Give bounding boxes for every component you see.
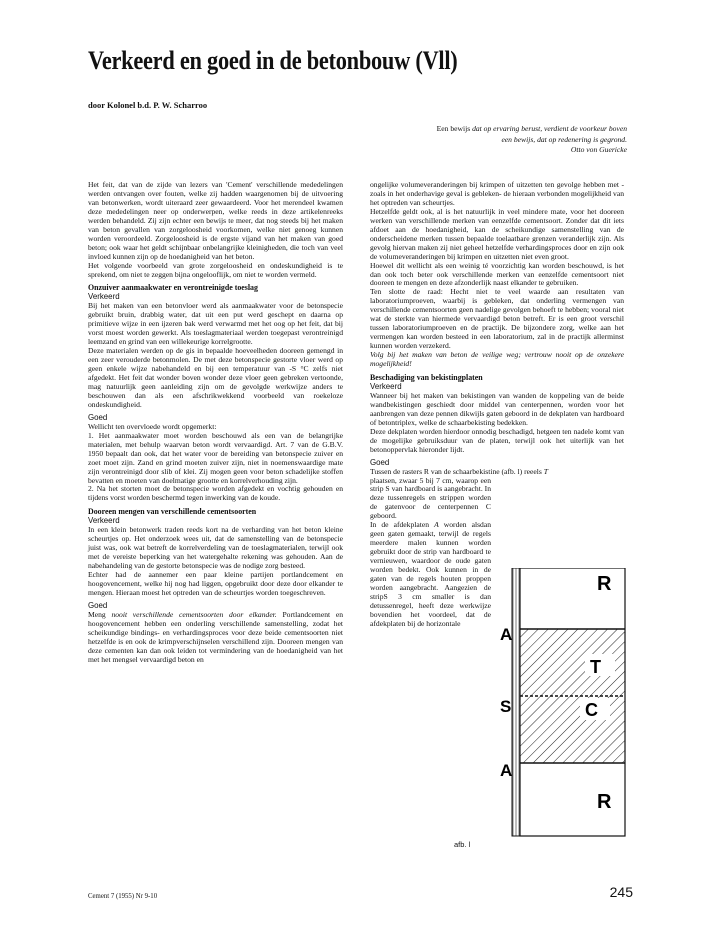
body-paragraph: Wellicht ten overvloede wordt opgemerkt:	[88, 421, 217, 431]
text-run: Portlandcement en hoogovencement hebben een onderling verschillende samenstelling, zodat het scheikundige bindings- en verhardingsproces voor deze beide cementsoorten niet hetzelfde is en ook de krimpverschijnselen verschillend zijn. Dooreen mengen van deze cementen kan dan ook leiden tot vermindering van de hoedanigheid van het met het mengsel vervaardigd beton en	[88, 609, 343, 664]
column-right	[370, 181, 624, 629]
label-r-top: R	[597, 573, 612, 595]
article-title: Verkeerd en goed in de betonbouw (Vll)	[88, 46, 458, 75]
body-paragraph: Hetzelfde geldt ook, al is het natuurlijk in veel mindere mate, voor het dooreen werken van verschillende merken van eenzelfde cementsoort. Zonder dat dit iets afdoet aan de hoedanigheid, kan de scheikundige samenstelling van de onderscheidene merken tussen bepaalde toelaatbare grenzen veranderlijk zijn. Als gevolg hiervan maken zij niet geheel hetzelfde verhardingsproces door en zijn ook de volumeveranderingen bij krimpen en uitzetten niet even groot.	[370, 206, 624, 261]
text-run: Tussen de rasters R van de schaarbekistine (afb. l) reeels	[370, 466, 542, 476]
intro-paragraph: Het feit, dat van de zijde van lezers van 'Cement' verschillende mededelingen werden ontvangen over fouten, welke zij hadden waargenomen bij de uitvoering van betonwerken, wordt uiteraard zeer gewaardeerd. Voor het merendeel kwamen deze mededelingen neer op onderwerpen, welke reeds in deze artikelenreeks werden behandeld. Zij zijn echter een bewijs te meer, dat nog steeds bij het maken van beton gevallen van zorgeloosheid voorkomen, welke niet genoeg kunnen worden veroordeeld. Zorgeloosheid is de ergste vijand van het maken van goed beton; ook waar het geldt schijnbaar onbelangrijke kleinigheden, die toch van veel invloed kunnen zijn op de hoedanigheid van het beton.	[88, 180, 343, 261]
motto-quote	[427, 124, 627, 156]
body-paragraph: Deze materialen werden op de gis in bepaalde hoeveelheden dooreen gemengd in een zeer verouderde betonmolen. De met deze betonspecie gestorte vloer werd op geen enkele wijze nabehandeld en bij een temperatuur van -S °C zelfs niet afgedekt. Het feit dat wonder boven wonder deze vloer geen gebreken vertoonde, mag natuurlijk geen aanleiding zijn om de gevolgde werkwijze anders te beschouwen dan als een afschrikwekkend voorbeeld van roekeloze ondeskundigheid.	[88, 346, 343, 409]
motto-lead: Een bewijs	[436, 124, 471, 133]
body-paragraph: Deze dekplaten worden hierdoor onnodig beschadigd, hetgeen ten nadele komt van de mogelijke gebruiksduur van de platen, terwijl ook het uiterlijk van het betonoppervlak hieronder lijdt.	[370, 426, 624, 454]
page-number: 245	[609, 884, 633, 900]
section-heading: Onzuiver aanmaakwater en verontreinigde toeslag	[88, 283, 258, 293]
formwork-drawing	[500, 568, 627, 838]
body-paragraph: Echter had de aannemer een paar kleine partijen portlandcement en hoogovencement, welke hij nog had liggen, opgebruikt door deze door elkander te mengen. Hieraan moest het optreden van de scheurtjes worden toegeschreven.	[88, 570, 343, 597]
motto-text: dat op ervaring berust, verdient de voorkeur boven een bewijs, dat op redenering is gegrond.	[472, 124, 627, 144]
body-paragraph: plaatsen, zwaar 5 bij 7 cm, waarop een strip S van hardboard is aangebracht. In deze tussenregels en strippen worden de gatenvoor de centerpennen C geboord.	[370, 475, 491, 521]
body-paragraph	[370, 521, 491, 628]
text-run: Meng	[88, 609, 106, 619]
label-t: T	[590, 657, 601, 677]
section-heading: Dooreen mengen van verschillende cementsoorten	[88, 507, 257, 517]
goed-label: Goed	[88, 412, 108, 422]
goed-label: Goed	[370, 457, 390, 467]
text-run: worden alsdan geen gaten gemaakt, terwijl de regels meerdere malen kunnen worden gebruikt door de strip van hardboard te vernieuwen, waardoor de oude gaten worden bedekt. Ook kunnen in de gaten van de regels houten proppen worden aangebracht. Aangezien de stripS 3 cm smaller is dan detussenregel, heeft deze werkwijze bovendien het voordeel, dat de afdekplaten bij de horizontale	[370, 520, 492, 628]
body-paragraph: In een klein betonwerk traden reeds kort na de verharding van het beton kleine scheurtjes op. Het onderzoek wees uit, dat de samenstelling van de betonspecie juist was, ook wat betreft de korrelverdeling van de toeslagmaterialen, terwijl ook met de vereiste beperking van het watergehalte rekening was gehouden. Aan de nabehandeling van de gestorte betonspecie was de nodige zorg besteed.	[88, 525, 343, 571]
figure-caption: afb. l	[454, 840, 471, 849]
label-s: S	[500, 697, 512, 716]
verkeerd-label: Verkeerd	[370, 381, 402, 391]
label-r-bottom: R	[597, 791, 612, 813]
body-paragraph: Wanneer bij het maken van bekistingen van wanden de koppeling van de beide wandbekistingen geschiedt door middel van centerpennen, worden voor het aanbrengen van deze pennen dikwijls gaten geboord in de dekplaten van hardboard of betontriplex, welke de schaarbekisting bedekken.	[370, 390, 624, 427]
body-paragraph: ongelijke volumeveranderingen bij krimpen of uitzetten ten gevolge hebben met -zoals in het onderhavige geval is gebleken- de hieraan verbonden mogelijkheid van het optreden van scheurtjes.	[370, 180, 624, 207]
formwork-figure	[500, 568, 627, 838]
goed-label: Goed	[88, 600, 108, 610]
body-paragraph: Bij het maken van een betonvloer werd als aanmaakwater voor de betonspecie gebruikt bruin, drabbig water, dat uit een put werd geschept en daarna op primitieve wijze in een ijzeren bak werd verwarmd met het oog op het feit, dat bij vorst moest worden gewerkt. Als toeslagmateriaal werden toegepast verontreinigd leemzand en grind van een willekeurige korrelgrootte.	[88, 301, 343, 347]
motto-attribution: Otto von Guericke	[570, 145, 627, 154]
verkeerd-label: Verkeerd	[88, 292, 120, 302]
body-paragraph: 1. Het aanmaakwater moet worden beschouwd als een van de belangrijke materialen, met behulp waarvan beton wordt vervaardigd. Art. 7 van de G.B.V. 1950 bepaalt dan ook, dat het water voor de bereiding van betonspecie zuiver en zoet moet zijn. Zand en grind moeten zuiver zijn, niet in noemenswaardige mate zijn verontreinigd door slib of klei. Zij mogen geen voor beton schadelijke stoffen bevatten en moeten van doelmatige grootte en korrelverhouding zijn.	[88, 430, 343, 485]
text-run: In de afdekplaten	[370, 520, 430, 530]
body-paragraph: Ten slotte de raad: Hecht niet te veel waarde aan resultaten van laboratoriumproeven, waarbij is gebleken, dat onderling vermengen van verschillende cementsoorten geen nadelige gevolgen behoeft te hebben; vooral niet wat de sterkte van hiermede vervaardigd beton betreft. Er is een groot verschil tussen laboratoriumproeven en de practijk. De bijzondere zorg, welke aan het vermengen kan worden besteed in een laboratorium, zal in de practijk allerminst kunnen worden verzekerd.	[370, 287, 624, 351]
intro-paragraph: Het volgende voorbeeld van grote zorgeloosheid en ondeskundigheid is te sprekend, om niet te zeggen bijna ongelooflijk, om niet te worden vermeld.	[88, 260, 343, 279]
advice-text: Volg bij het maken van beton de veilige weg; vertrouw nooit op de onzekere mogelijkheid!	[370, 350, 624, 369]
strip-edge	[512, 568, 520, 836]
article-author: door Kolonel b.d. P. W. Scharroo	[88, 100, 208, 110]
emphasis-text: nooit verschillende cementsoorten door elkander.	[111, 609, 277, 619]
label-c: C	[585, 700, 598, 720]
body-paragraph	[88, 611, 343, 665]
verkeerd-label: Verkeerd	[88, 516, 120, 526]
column-left	[88, 181, 343, 665]
emphasis-text: A	[434, 520, 439, 530]
body-paragraph: 2. Na het storten moet de betonspecie worden afgedekt en vochtig gehouden en tijdens vorst worden beschermd tegen inwerking van de koude.	[88, 484, 343, 503]
section-heading: Beschadiging van bekistingplaten	[370, 373, 483, 383]
label-a-bottom: A	[500, 761, 513, 780]
emphasis-text: T	[543, 466, 548, 476]
label-a-top: A	[500, 625, 513, 644]
journal-footer: Cement 7 (1955) Nr 9-10	[88, 893, 158, 900]
body-paragraph: Hoewel dit wellicht als een weinig té voorzichtig kan worden beschouwd, is het dan ook toch beter ook verschillende merken van eenzelfde cementsoort niet dooreen te mengen en deze afzonderlijk naast elkander te gebruiken.	[370, 260, 624, 288]
